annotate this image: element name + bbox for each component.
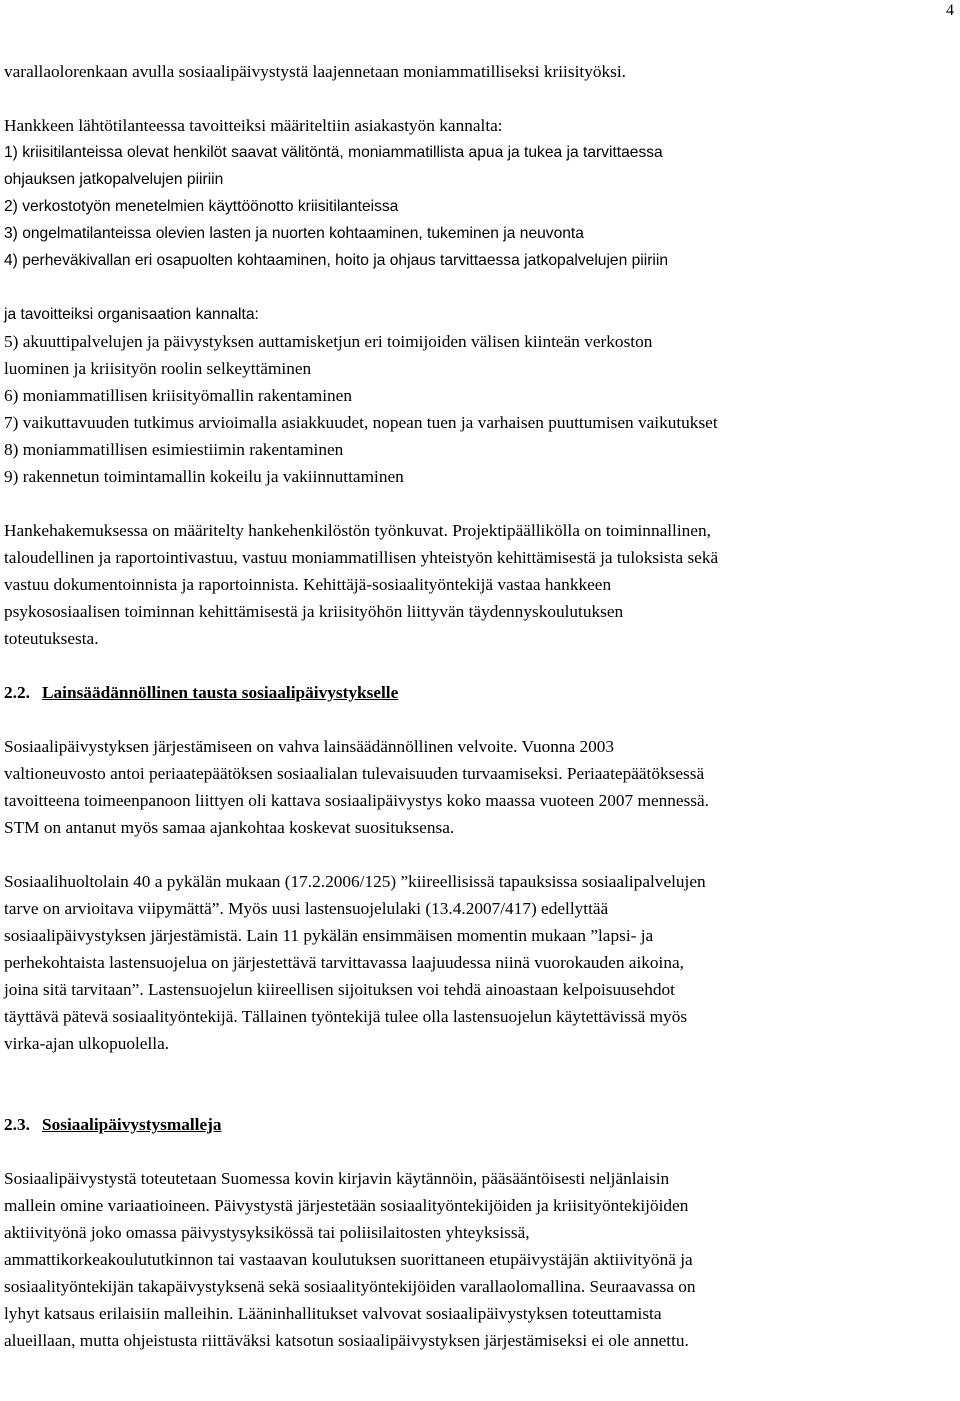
paragraph-line: valtioneuvosto antoi periaatepäätöksen sosiaalialan tulevaisuuden turvaamiseksi. Periaatepäätöksessä: [4, 764, 705, 783]
paragraph-line: täyttävä pätevä sosiaalityöntekijä. Tällainen työntekijä tulee olla lastensuojelun käytettävissä myös: [4, 1007, 688, 1026]
spacer: [4, 274, 960, 301]
org-goals-heading: ja tavoitteiksi organisaation kannalta:: [4, 306, 259, 323]
page-number: 4: [946, 2, 954, 19]
section-title: Sosiaalipäivystysmalleja: [42, 1115, 222, 1134]
paragraph-line: alueillaan, mutta ohjeistusta riittäväksi katsotun sosiaalipäivystyksen järjestämiseksi ei ole annettu.: [4, 1331, 689, 1350]
spacer: [4, 85, 960, 112]
staffing-line: psykososiaalisen toiminnan kehittämisestä ja kriisityöhön liittyvän täydennyskoulutuksen: [4, 602, 624, 621]
goal-item: ohjauksen jatkopalvelujen piiriin: [4, 171, 224, 188]
section-title: Lainsäädännöllinen tausta sosiaalipäivystykselle: [42, 683, 399, 702]
spacer: [4, 841, 960, 868]
section-heading-2-3: [4, 1111, 960, 1138]
paragraph-line: aktiivityönä joko omassa päivystysyksikössä tai poliisilaitosten yhteyksissä,: [4, 1223, 530, 1242]
goal-item: 5) akuuttipalvelujen ja päivystyksen auttamisketjun eri toimijoiden välisen kiinteän verkoston: [4, 332, 653, 351]
section-number: 2.3.: [4, 1115, 30, 1134]
paragraph-line: Sosiaalipäivystystä toteutetaan Suomessa kovin kirjavin käytännöin, pääsääntöisesti neljänlaisin: [4, 1169, 670, 1188]
paragraph-line: lyhyt katsaus erilaisiin malleihin. Lääninhallitukset valvovat sosiaalipäivystyksen toteuttamista: [4, 1304, 662, 1323]
staffing-line: Hankehakemuksessa on määritelty hankehenkilöstön työnkuvat. Projektipäällikölla on toiminnallinen,: [4, 521, 711, 540]
spacer: [4, 1084, 960, 1111]
client-goals-heading: Hankkeen lähtötilanteessa tavoitteiksi määriteltiin asiakastyön kannalta:: [4, 116, 503, 135]
paragraph-line: ammattikorkeakoulututkinnon tai vastaavan koulutuksen suorittaneen etupäivystäjän aktiivityönä ja: [4, 1250, 693, 1269]
paragraph-line: sosiaalityöntekijän takapäivystyksenä sekä sosiaalityöntekijöiden varallaolomallina. Seuraavassa on: [4, 1277, 696, 1296]
paragraph-line: perhekohtaista lastensuojelua on järjestettävä tarvittavassa laajuudessa niinä vuorokauden aikoina,: [4, 953, 684, 972]
goal-item: 8) moniammatillisen esimiestiimin rakentaminen: [4, 440, 344, 459]
intro-line: varallaolorenkaan avulla sosiaalipäivystystä laajennetaan moniammatilliseksi kriisityöksi.: [4, 62, 626, 81]
spacer: [4, 652, 960, 679]
goal-item: 9) rakennetun toimintamallin kokeilu ja vakiinnuttaminen: [4, 467, 404, 486]
goal-item: 6) moniammatillisen kriisityömallin rakentaminen: [4, 386, 352, 405]
spacer: [4, 1138, 960, 1165]
paragraph-line: tavoitteena toimeenpanoon liittyen oli kattava sosiaalipäivystys koko maassa vuoteen 2007 mennessä.: [4, 791, 710, 810]
paragraph-line: tarve on arvioitava viipymättä”. Myös uusi lastensuojelulaki (13.4.2007/417) edellyttää: [4, 899, 609, 918]
section-heading-2-2: [4, 679, 960, 706]
staffing-line: vastuu dokumentoinnista ja raportoinnista. Kehittäjä-sosiaalityöntekijä vastaa hankkeen: [4, 575, 612, 594]
staffing-line: taloudellinen ja raportointivastuu, vastuu moniammatillisen yhteistyön kehittämisestä ja tuloksista sekä: [4, 548, 719, 567]
paragraph-line: STM on antanut myös samaa ajankohtaa koskevat suosituksensa.: [4, 818, 455, 837]
goal-item: 1) kriisitilanteissa olevat henkilöt saavat välitöntä, moniammatillista apua ja tukea ja tarvittaessa: [4, 144, 663, 161]
staffing-line: toteutuksesta.: [4, 629, 99, 648]
goal-item: 2) verkostotyön menetelmien käyttöönotto kriisitilanteissa: [4, 198, 399, 215]
spacer: [4, 706, 960, 733]
paragraph-line: mallein omine variaatioineen. Päivystystä järjestetään sosiaalityöntekijöiden ja kriisityöntekijöiden: [4, 1196, 689, 1215]
paragraph-line: Sosiaalipäivystyksen järjestämiseen on vahva lainsäädännöllinen velvoite. Vuonna 2003: [4, 737, 615, 756]
goal-item: 3) ongelmatilanteissa olevien lasten ja nuorten kohtaaminen, tukeminen ja neuvonta: [4, 225, 584, 242]
section-number: 2.2.: [4, 683, 30, 702]
spacer: [4, 1057, 960, 1084]
document-body: [4, 58, 960, 1354]
goal-item: 7) vaikuttavuuden tutkimus arvioimalla asiakkuudet, nopean tuen ja varhaisen puuttumisen vaikutukset: [4, 413, 718, 432]
paragraph-line: sosiaalipäivystyksen järjestämistä. Lain 11 pykälän ensimmäisen momentin mukaan ”lapsi- ja: [4, 926, 654, 945]
paragraph-line: joina sitä tarvitaan”. Lastensuojelun kiireellisen sijoituksen voi tehdä ainoastaan kelpoisuusehdot: [4, 980, 675, 999]
goal-item: 4) perheväkivallan eri osapuolten kohtaaminen, hoito ja ohjaus tarvittaessa jatkopalvelujen piiriin: [4, 252, 668, 269]
paragraph-line: Sosiaalihuoltolain 40 a pykälän mukaan (17.2.2006/125) ”kiireellisissä tapauksissa sosiaalipalvelujen: [4, 872, 706, 891]
goal-item: luominen ja kriisityön roolin selkeyttäminen: [4, 359, 312, 378]
paragraph-line: virka-ajan ulkopuolella.: [4, 1034, 170, 1053]
spacer: [4, 490, 960, 517]
